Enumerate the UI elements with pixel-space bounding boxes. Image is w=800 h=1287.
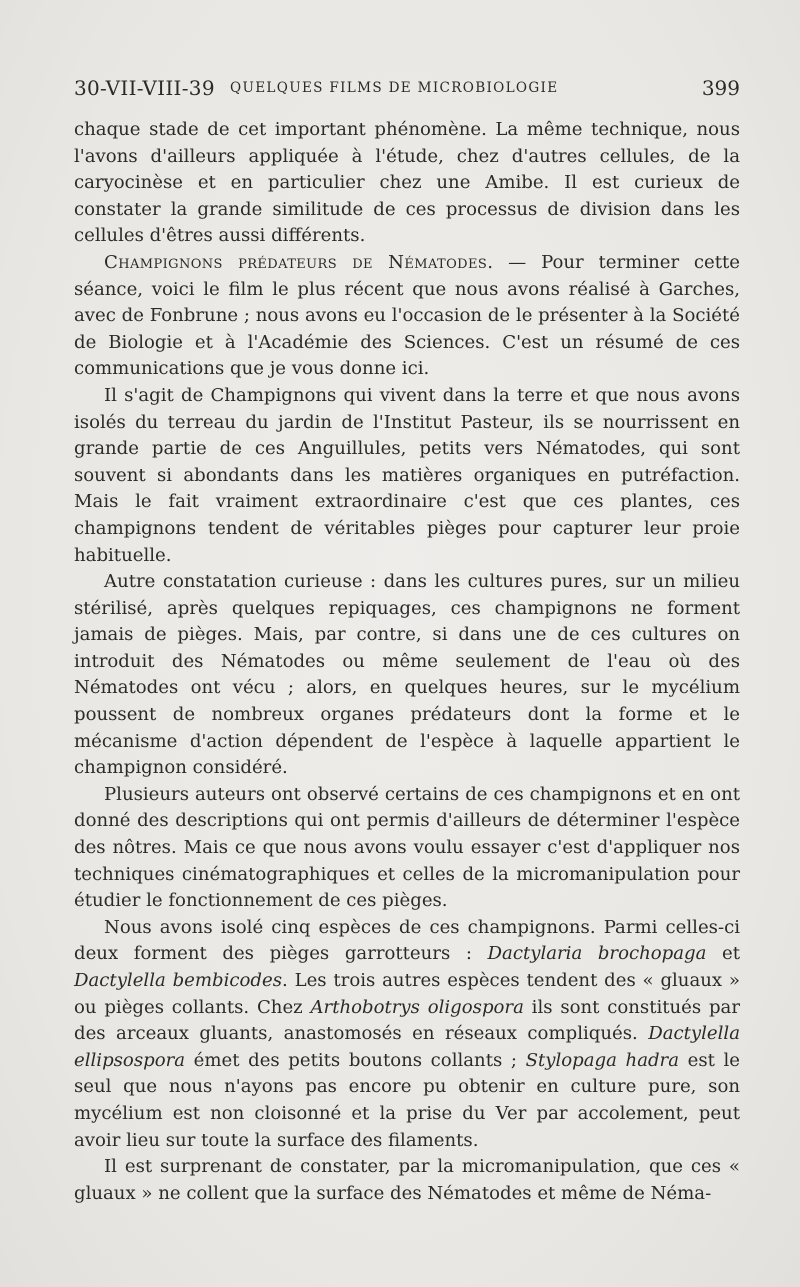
p6-text-e: émet des petits boutons collants ; [185, 1049, 526, 1071]
paragraph-5: Plusieurs auteurs ont observé certains de ces champignons et en ont donné des descriptions qui ont permis d'ailleurs de déterminer l'espèce des nôtres. Mais ce que nous avons voulu essayer c'est d'appliquer nos techniques cinématographiques et celles de la micromanipulation pour étudier le fonctionnement de ces pièges. [74, 783, 740, 912]
p6-text-a: Nous avons isolé cinq espèces de ces champignons. Parmi celles-ci deux forment des pièges garrotteurs : [74, 916, 740, 965]
p6-text-b: et [706, 943, 740, 965]
paragraph-4: Autre constatation curieuse : dans les cultures pures, sur un milieu stérilisé, après quelques repiquages, ces champignons ne forment jamais de pièges. Mais, par contre, si dans une de ces cultures on introduit des Nématodes ou même seulement de l'eau où des Nématodes ont vécu ; alors, en quelques heures, sur le mycélium poussent de nombreux organes prédateurs dont la forme et le mécanisme d'action dépendent de l'espèce à laquelle appartient le champignon considéré. [74, 571, 740, 779]
species-name: Dactylella ellipsospora [74, 1023, 740, 1071]
running-head [74, 76, 740, 102]
p6-text-f: est le seul que nous n'ayons pas encore pu obtenir en culture pure, son mycélium est non cloisonné et la prise du Ver par accolement, peut avoir lieu sur toute la surface des filaments. [74, 1049, 740, 1151]
species-name: Arthobotrys oligospora [310, 996, 524, 1018]
p6-text-c: . Les trois autres espèces tendent des « gluaux » ou pièges collants. Chez [74, 970, 740, 1018]
paragraph-6 [74, 915, 740, 1154]
species-name: Dactylella bembicodes [74, 970, 283, 991]
p6-text-d: ils sont constitués par des arceaux gluants, anastomosés en réseaux compliqués. [74, 996, 740, 1045]
paragraph-7: Il est surprenant de constater, par la micromanipulation, que ces « gluaux » ne collent que la surface des Nématodes et même de Néma- [74, 1156, 740, 1204]
header-title: QUELQUES FILMS DE MICROBIOLOGIE [230, 80, 559, 96]
species-name: Dactylaria brochopaga [487, 943, 707, 965]
body-text [74, 117, 740, 1207]
section-heading: Champignons prédateurs de Nématodes. [104, 251, 494, 273]
species-name: Stylopaga hadra [525, 1049, 679, 1071]
header-date: 30-VII-VIII-39 [74, 76, 215, 100]
page-number: 399 [701, 76, 740, 100]
paragraph-2 [74, 250, 740, 383]
paragraph-3: Il s'agit de Champignons qui vivent dans la terre et que nous avons isolés du terreau du jardin de l'Institut Pasteur, ils se nourrissent en grande partie de ces Anguillules, petits vers Nématodes, qui sont souvent si abondants dans les matières organiques en putréfaction. Mais le fait vraiment extraordinaire c'est que ces plantes, ces champignons tendent de véritables pièges pour capturer leur proie habituelle. [74, 384, 740, 566]
paragraph-1: chaque stade de cet important phénomène. La même technique, nous l'avons d'ailleurs appliquée à l'étude, chez d'autres cellules, de la caryocinèse et en particulier chez une Amibe. Il est curieux de constater la grande similitude de ces processus de division dans les cellules d'êtres aussi différents. [74, 119, 740, 247]
paragraph-2-body: — Pour terminer cette séance, voici le film le plus récent que nous avons réalisé à Garches, avec de Fonbrune ; nous avons eu l'occasion de le présenter à la Société de Biologie et à l'Académie des Sciences. C'est un résumé de ces communications que je vous donne ici. [74, 251, 741, 380]
